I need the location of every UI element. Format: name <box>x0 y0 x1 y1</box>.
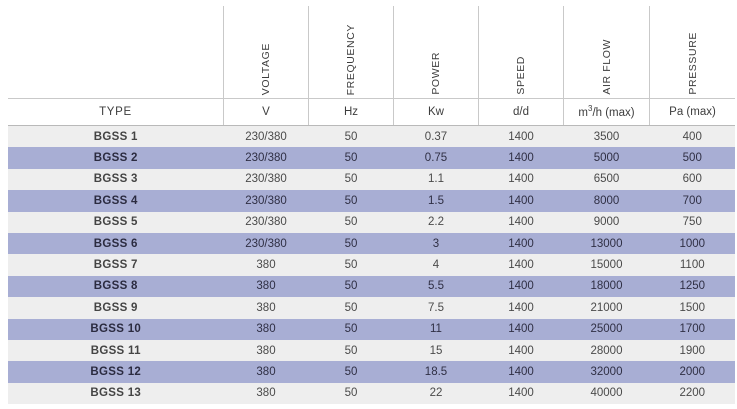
table-row <box>8 126 735 148</box>
cell-airflow: 25000 <box>564 319 650 340</box>
cell-power: 0.37 <box>394 126 479 148</box>
cell-power: 22 <box>394 383 479 404</box>
unit-cell-type <box>8 99 224 126</box>
cell-frequency: 50 <box>309 319 394 340</box>
cell-voltage: 380 <box>224 383 309 404</box>
cell-frequency: 50 <box>309 169 394 190</box>
cell-pressure: 1900 <box>650 340 736 361</box>
cell-speed: 1400 <box>479 169 564 190</box>
cell-airflow: 9000 <box>564 212 650 233</box>
table-row <box>8 383 735 404</box>
cell-speed: 1400 <box>479 276 564 297</box>
cell-speed: 1400 <box>479 254 564 275</box>
cell-speed: 1400 <box>479 126 564 148</box>
cell-type: BGSS 11 <box>8 340 224 361</box>
cell-speed: 1400 <box>479 233 564 254</box>
header-label-airflow: AIR FLOW <box>600 39 613 95</box>
cell-type: BGSS 10 <box>8 319 224 340</box>
cell-airflow: 18000 <box>564 276 650 297</box>
table-row <box>8 233 735 254</box>
cell-airflow: 15000 <box>564 254 650 275</box>
cell-frequency: 50 <box>309 126 394 148</box>
header-cell-type <box>8 6 224 99</box>
cell-airflow: 21000 <box>564 297 650 318</box>
cell-frequency: 50 <box>309 340 394 361</box>
cell-speed: 1400 <box>479 319 564 340</box>
cell-frequency: 50 <box>309 276 394 297</box>
specification-table <box>8 6 735 404</box>
cell-frequency: 50 <box>309 383 394 404</box>
header-label-pressure: PRESSURE <box>686 32 699 95</box>
cell-frequency: 50 <box>309 233 394 254</box>
unit-cell-speed: d/d <box>479 99 564 126</box>
cell-speed: 1400 <box>479 190 564 211</box>
cell-airflow: 3500 <box>564 126 650 148</box>
table-row <box>8 276 735 297</box>
cell-voltage: 230/380 <box>224 190 309 211</box>
cell-voltage: 230/380 <box>224 147 309 168</box>
cell-type: BGSS 2 <box>8 147 224 168</box>
header-label-frequency: FREQUENCY <box>345 23 357 95</box>
cell-pressure: 1100 <box>650 254 736 275</box>
table-row <box>8 297 735 318</box>
cell-frequency: 50 <box>309 190 394 211</box>
cell-pressure: 750 <box>650 212 736 233</box>
cell-type: BGSS 4 <box>8 190 224 211</box>
cell-frequency: 50 <box>309 147 394 168</box>
cell-airflow: 13000 <box>564 233 650 254</box>
cell-voltage: 230/380 <box>224 233 309 254</box>
unit-cell-pressure: Pa (max) <box>650 99 736 126</box>
cell-power: 18.5 <box>394 361 479 382</box>
unit-cell-voltage: V <box>224 99 309 126</box>
cell-speed: 1400 <box>479 297 564 318</box>
header-type-spacer <box>8 6 223 98</box>
cell-voltage: 380 <box>224 319 309 340</box>
cell-speed: 1400 <box>479 147 564 168</box>
cell-type: BGSS 8 <box>8 276 224 297</box>
cell-type: BGSS 1 <box>8 126 224 148</box>
cell-type: BGSS 13 <box>8 383 224 404</box>
table-row <box>8 254 735 275</box>
table-row <box>8 340 735 361</box>
cell-voltage: 380 <box>224 340 309 361</box>
cell-frequency: 50 <box>309 297 394 318</box>
cell-voltage: 230/380 <box>224 169 309 190</box>
cell-pressure: 600 <box>650 169 736 190</box>
header-unit-row <box>8 99 735 126</box>
cell-pressure: 2200 <box>650 383 736 404</box>
cell-speed: 1400 <box>479 361 564 382</box>
cell-airflow: 32000 <box>564 361 650 382</box>
cell-pressure: 400 <box>650 126 736 148</box>
header-cell-voltage <box>224 6 309 99</box>
table-body <box>8 126 735 405</box>
header-cell-pressure <box>650 6 736 99</box>
table-header <box>8 6 735 126</box>
cell-frequency: 50 <box>309 254 394 275</box>
header-label-power: POWER <box>430 52 442 95</box>
cell-pressure: 2000 <box>650 361 736 382</box>
cell-power: 1.5 <box>394 190 479 211</box>
header-label-type: TYPE <box>99 106 132 118</box>
table-row <box>8 361 735 382</box>
cell-power: 2.2 <box>394 212 479 233</box>
cell-power: 15 <box>394 340 479 361</box>
cell-airflow: 5000 <box>564 147 650 168</box>
cell-speed: 1400 <box>479 212 564 233</box>
cell-pressure: 500 <box>650 147 736 168</box>
cell-airflow: 28000 <box>564 340 650 361</box>
cell-speed: 1400 <box>479 340 564 361</box>
cell-power: 3 <box>394 233 479 254</box>
cell-power: 1.1 <box>394 169 479 190</box>
cell-pressure: 1250 <box>650 276 736 297</box>
cell-pressure: 700 <box>650 190 736 211</box>
table-row <box>8 319 735 340</box>
unit-cell-airflow <box>564 99 650 126</box>
cell-power: 5.5 <box>394 276 479 297</box>
cell-voltage: 380 <box>224 254 309 275</box>
cell-type: BGSS 9 <box>8 297 224 318</box>
cell-type: BGSS 5 <box>8 212 224 233</box>
table-row <box>8 190 735 211</box>
cell-speed: 1400 <box>479 383 564 404</box>
cell-pressure: 1700 <box>650 319 736 340</box>
header-cell-frequency <box>309 6 394 99</box>
header-title-row <box>8 6 735 99</box>
header-cell-speed <box>479 6 564 99</box>
table-row <box>8 147 735 168</box>
header-cell-airflow <box>564 6 650 99</box>
cell-voltage: 230/380 <box>224 212 309 233</box>
cell-frequency: 50 <box>309 212 394 233</box>
cell-type: BGSS 7 <box>8 254 224 275</box>
header-label-voltage: VOLTAGE <box>260 42 272 95</box>
cell-type: BGSS 6 <box>8 233 224 254</box>
cell-frequency: 50 <box>309 361 394 382</box>
cell-power: 7.5 <box>394 297 479 318</box>
cell-voltage: 380 <box>224 361 309 382</box>
cell-airflow: 8000 <box>564 190 650 211</box>
unit-cell-frequency: Hz <box>309 99 394 126</box>
table-row <box>8 212 735 233</box>
cell-power: 11 <box>394 319 479 340</box>
cell-voltage: 380 <box>224 276 309 297</box>
cell-airflow: 40000 <box>564 383 650 404</box>
unit-cell-power: Kw <box>394 99 479 126</box>
cell-power: 0.75 <box>394 147 479 168</box>
cell-voltage: 230/380 <box>224 126 309 148</box>
header-cell-power <box>394 6 479 99</box>
cell-power: 4 <box>394 254 479 275</box>
cell-pressure: 1500 <box>650 297 736 318</box>
header-label-speed: SPEED <box>515 56 527 95</box>
table-row <box>8 169 735 190</box>
cell-pressure: 1000 <box>650 233 736 254</box>
cell-type: BGSS 12 <box>8 361 224 382</box>
cell-airflow: 6500 <box>564 169 650 190</box>
unit-label-airflow: $m^3/h$ (max) <box>578 104 635 120</box>
cell-voltage: 380 <box>224 297 309 318</box>
cell-type: BGSS 3 <box>8 169 224 190</box>
